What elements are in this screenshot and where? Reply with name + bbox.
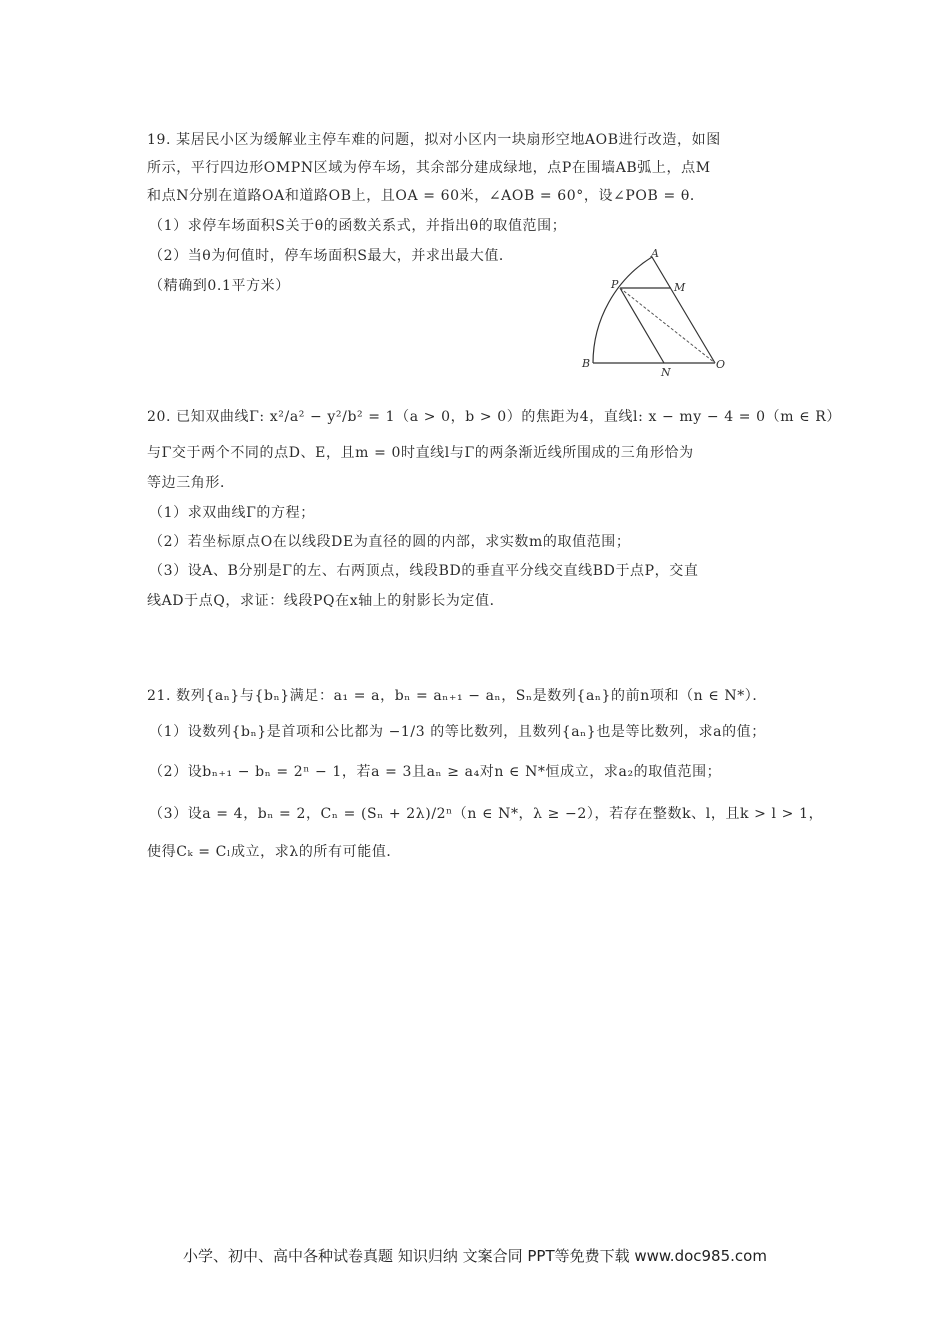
arc-ab <box>593 257 652 363</box>
segment-po-dashed <box>620 288 715 363</box>
footer-text: 小学、初中、高中各种试卷真题 知识归纳 文案合同 PPT等免费下载 www.doc985.com <box>183 1247 767 1265</box>
q19-line-2: 所示，平行四边形OMPN区域为停车场，其余部分建成绿地，点P在围墙AB弧上，点M <box>147 160 711 176</box>
label-a: A <box>651 248 659 260</box>
q20-line-1: 20. 已知双曲线Γ: x²/a² − y²/b² = 1（a > 0，b > 0）的焦距为4，直线l: x − my − 4 = 0（m ∈ R） <box>147 409 841 425</box>
q21-part-1: （1）设数列{bₙ}是首项和公比都为 −1/3 的等比数列，且数列{aₙ}也是等比数列，求a的值； <box>149 724 766 740</box>
sector-diagram <box>575 248 735 380</box>
q21-part-3-line-2: 使得Cₖ = Cₗ成立，求λ的所有可能值． <box>147 844 402 860</box>
q19-part-1: （1）求停车场面积S关于θ的函数关系式，并指出θ的取值范围； <box>149 218 567 234</box>
label-m: M <box>674 281 686 294</box>
q20-part-2: （2）若坐标原点O在以线段DE为直径的圆的内部，求实数m的取值范围； <box>149 534 631 550</box>
q20-line-2: 与Γ交于两个不同的点D、E，且m = 0时直线l与Γ的两条渐近线所围成的三角形恰为 <box>147 445 694 461</box>
label-p: P <box>611 278 619 291</box>
q21-line-1: 21. 数列{aₙ}与{bₙ}满足：a₁ = a，bₙ = aₙ₊₁ − aₙ，Sₙ是数列{aₙ}的前n项和（n ∈ N*）． <box>147 688 768 704</box>
q19-line-1: 19. 某居民小区为缓解业主停车难的问题，拟对小区内一块扇形空地AOB进行改造，如图 <box>147 132 721 148</box>
segment-oa <box>652 257 715 363</box>
q21-part-2: （2）设bₙ₊₁ − bₙ = 2ⁿ − 1，若a = 3且aₙ ≥ a₄对n ∈ N*恒成立，求a₂的取值范围； <box>149 764 722 780</box>
q20-part-3-line-1: （3）设A、B分别是Γ的左、右两顶点，线段BD的垂直平分线交直线BD于点P，交直 <box>149 563 699 579</box>
q19-line-3: 和点N分别在道路OA和道路OB上，且OA = 60米，∠AOB = 60°，设∠POB = θ． <box>147 188 705 204</box>
segment-pn <box>620 288 664 363</box>
q19-note: （精确到0.1平方米） <box>149 278 290 294</box>
label-o: O <box>716 358 726 371</box>
q21-part-3-line-1: （3）设a = 4，bₙ = 2，Cₙ = (Sₙ + 2λ)/2ⁿ（n ∈ N*，λ ≥ −2），若存在整数k、l，且k > l > 1， <box>149 806 824 822</box>
q20-line-3: 等边三角形． <box>147 475 235 491</box>
q19-part-2: （2）当θ为何值时，停车场面积S最大，并求出最大值． <box>149 248 514 264</box>
q20-part-1: （1）求双曲线Γ的方程； <box>149 505 315 521</box>
label-b: B <box>582 357 591 370</box>
label-n: N <box>661 366 671 379</box>
q20-part-3-line-2: 线AD于点Q，求证：线段PQ在x轴上的射影长为定值． <box>147 593 505 609</box>
sector-diagram-svg <box>575 248 735 380</box>
